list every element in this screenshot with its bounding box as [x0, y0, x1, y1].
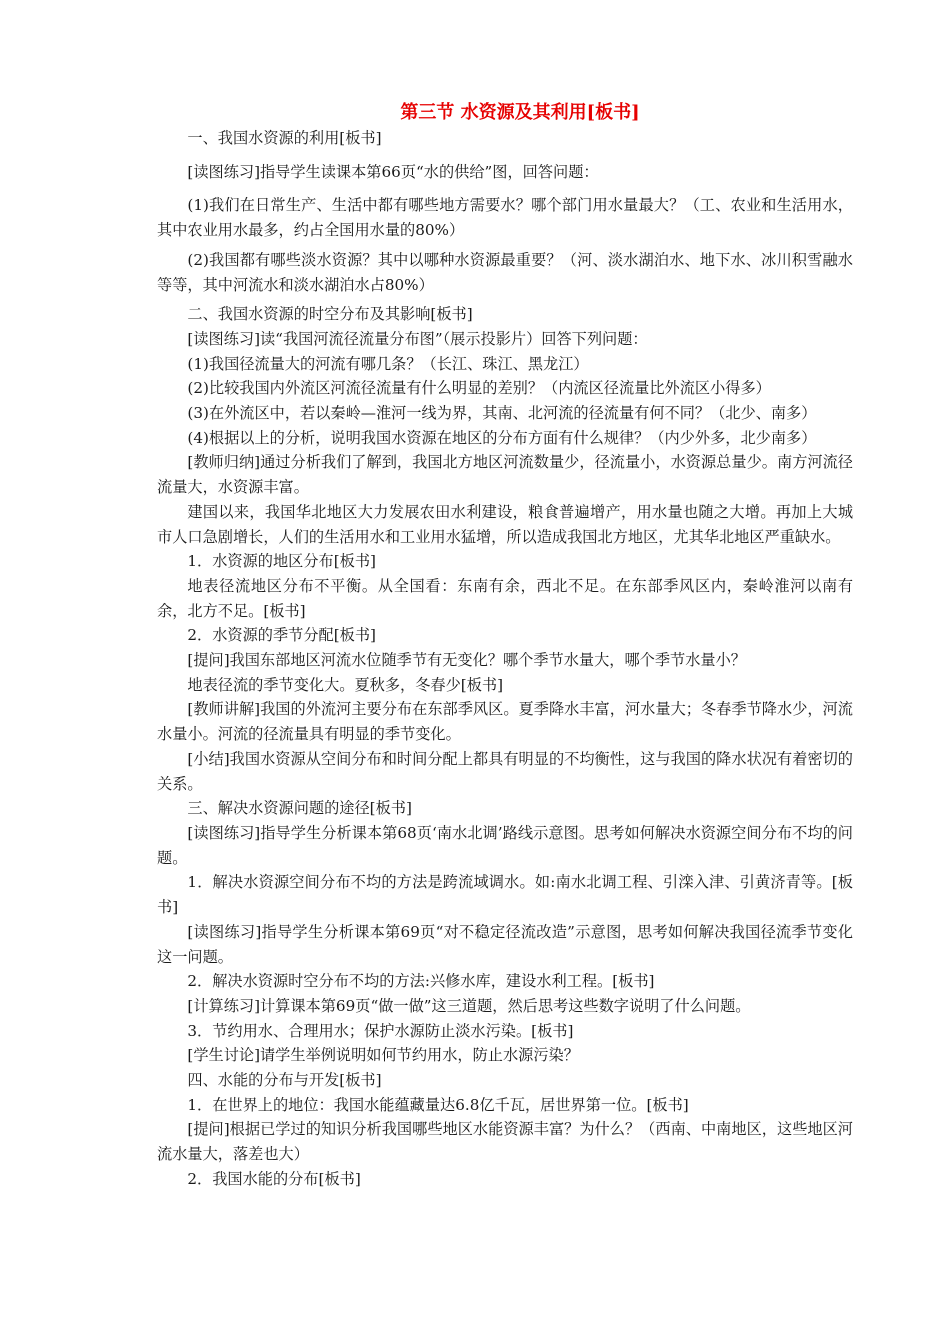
paragraph: 1．在世界上的地位：我国水能蕴藏量达6.8亿千瓦，居世界第一位。[板书]	[187, 1095, 689, 1114]
paragraph: 地表径流地区分布不平衡。从全国看：东南有余，西北不足。在东部季风区内，秦岭淮河以南有余，北方不足。[板书]	[157, 576, 853, 620]
paragraph: [教师讲解]我国的外流河主要分布在东部季风区。夏季降水丰富，河水量大；冬春季节降水少，河流水量小。河流的径流量具有明显的季节变化。	[157, 700, 853, 744]
subheading: 2．水资源的季节分配[板书]	[187, 626, 376, 645]
paragraph: (1)我国径流量大的河流有哪几条？（长江、珠江、黑龙江）	[187, 354, 589, 373]
paragraph: (1)我们在日常生产、生活中都有哪些地方需要水？哪个部门用水量最大？（工、农业和生活用水，其中农业用水最多，约占全国用水量的80%）	[157, 196, 853, 240]
paragraph: 2．解决水资源时空分布不均的方法:兴修水库，建设水利工程。[板书]	[187, 972, 655, 991]
paragraph: [读图练习]指导学生读课本第66页“水的供给”图，回答问题：	[187, 162, 599, 181]
paragraph: 1．解决水资源空间分布不均的方法是跨流域调水。如:南水北调工程、引滦入津、引黄济青等。[板书]	[157, 873, 853, 917]
section-heading: 四、水能的分布与开发[板书]	[187, 1071, 382, 1090]
paragraph: [教师归纳]通过分析我们了解到，我国北方地区河流数量少，径流量小，水资源总量少。南方河流径流量大，水资源丰富。	[157, 453, 853, 497]
page-title: 第三节 水资源及其利用[板书]	[400, 102, 640, 123]
paragraph: (3)在外流区中，若以秦岭—淮河一线为界，其南、北河流的径流量有何不同？（北少、南多）	[187, 404, 817, 423]
paragraph: [读图练习]指导学生分析课本第69页“对不稳定径流改造”示意图，思考如何解决我国径流季节变化这一问题。	[157, 922, 853, 966]
section-heading: 二、我国水资源的时空分布及其影响[板书]	[187, 305, 473, 324]
section-heading: 一、我国水资源的利用[板书]	[187, 129, 382, 147]
paragraph: [读图练习]读“我国河流径流量分布图”（展示投影片）回答下列问题：	[187, 329, 648, 348]
paragraph: [学生讨论]请学生举例说明如何节约用水，防止水源污染？	[187, 1046, 579, 1065]
subheading: 1．水资源的地区分布[板书]	[187, 552, 376, 571]
paragraph: 地表径流的季节变化大。夏秋多，冬春少[板书]	[187, 675, 503, 694]
subheading: 2．我国水能的分布[板书]	[187, 1169, 361, 1188]
paragraph: 建国以来，我国华北地区大力发展农田水利建设，粮食普遍增产，用水量也随之大增。再加上大城市人口急剧增长，人们的生活用水和工业用水猛增，所以造成我国北方地区，尤其华北地区严重缺水。	[157, 502, 853, 546]
paragraph: [读图练习]指导学生分析课本第68页‘南水北调’路线示意图。思考如何解决水资源空间分布不均的问题。	[157, 823, 853, 867]
paragraph: [提问]我国东部地区河流水位随季节有无变化？哪个季节水量大，哪个季节水量小？	[187, 651, 746, 670]
section-heading: 三、解决水资源问题的途径[板书]	[187, 799, 412, 818]
paragraph: (2)我国都有哪些淡水资源？其中以哪种水资源最重要？（河、淡水湖泊水、地下水、冰川积雪融水等等，其中河流水和淡水湖泊水占80%）	[157, 250, 853, 294]
paragraph: [小结]我国水资源从空间分布和时间分配上都具有明显的不均衡性，这与我国的降水状况有着密切的关系。	[157, 749, 853, 793]
document-body	[157, 126, 853, 1192]
paragraph: [提问]根据已学过的知识分析我国哪些地区水能资源丰富？为什么？（西南、中南地区，这些地区河流水量大，落差也大）	[157, 1120, 853, 1164]
paragraph: (4)根据以上的分析，说明我国水资源在地区的分布方面有什么规律？（内少外多，北少南多）	[187, 428, 817, 447]
paragraph: [计算练习]计算课本第69页“做一做”这三道题，然后思考这些数字说明了什么问题。	[187, 996, 751, 1015]
paragraph: (2)比较我国内外流区河流径流量有什么明显的差别？（内流区径流量比外流区小得多）	[187, 379, 771, 398]
paragraph: 3．节约用水、合理用水；保护水源防止淡水污染。[板书]	[187, 1021, 574, 1040]
